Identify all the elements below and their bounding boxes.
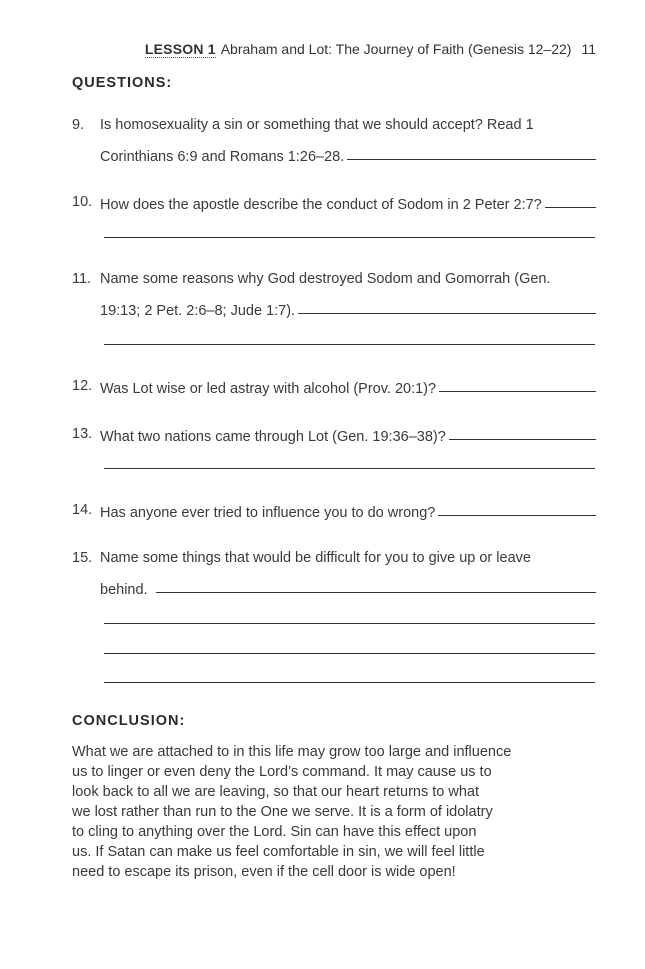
answer-blank[interactable] (439, 371, 596, 392)
answer-blank[interactable] (298, 293, 596, 314)
answer-line[interactable] (104, 237, 595, 238)
question-number: 11. (72, 271, 92, 287)
answer-blank[interactable] (347, 139, 596, 160)
conclusion-paragraph (72, 742, 572, 882)
answer-blank[interactable] (545, 187, 596, 208)
answer-line[interactable] (104, 623, 595, 624)
question-text: Name some reasons why God destroyed Sodom and Gomorrah (Gen. (100, 271, 551, 287)
conclusion-line: need to escape its prison, even if the cell door is wide open! (72, 864, 456, 880)
running-header (0, 41, 596, 57)
question-text: Was Lot wise or led astray with alcohol (Prov. 20:1)? (100, 381, 437, 397)
conclusion-line: look back to all we are leaving, so that our heart returns to what (72, 784, 480, 800)
question-text: Name some things that would be difficult for you to give up or leave (100, 550, 531, 566)
question-number: 14. (72, 502, 93, 518)
lesson-label: LESSON 1 (144, 41, 216, 57)
question-text: 19:13; 2 Pet. 2:6–8; Jude 1:7). (100, 303, 296, 319)
conclusion-line: we lost rather than run to the One we serve. It is a form of idolatry (72, 804, 493, 820)
conclusion-line: to cling to anything over the Lord. Sin can have this effect upon (72, 824, 477, 840)
question-text: How does the apostle describe the conduct of Sodom in 2 Peter 2:7? (100, 197, 542, 213)
answer-blank[interactable] (156, 572, 596, 593)
question-number: 12. (72, 378, 93, 394)
question-text: What two nations came through Lot (Gen. 19:36–38)? (100, 429, 446, 445)
questions-heading: QUESTIONS: (72, 75, 173, 91)
conclusion-line: us to linger or even deny the Lord’s command. It may cause us to (72, 764, 492, 780)
question-number: 10. (72, 194, 93, 210)
question-text: Has anyone ever tried to influence you to do wrong? (100, 505, 436, 521)
answer-line[interactable] (104, 653, 595, 654)
conclusion-line: us. If Satan can make us feel comfortable in sin, we will feel little (72, 844, 485, 860)
question-number: 15. (72, 550, 93, 566)
question-text: Corinthians 6:9 and Romans 1:26–28. (100, 149, 345, 165)
conclusion-heading: CONCLUSION: (72, 713, 186, 729)
question-text: behind. (100, 582, 148, 598)
question-number: 9. (72, 117, 85, 133)
answer-line[interactable] (104, 682, 595, 683)
answer-line[interactable] (104, 468, 595, 469)
lesson-title: Abraham and Lot: The Journey of Faith (Genesis 12–22) (220, 41, 572, 57)
question-number: 13. (72, 426, 93, 442)
question-text: Is homosexuality a sin or something that we should accept? Read 1 (100, 117, 534, 133)
conclusion-line: What we are attached to in this life may grow too large and influence (72, 744, 512, 760)
page-number: 11 (581, 41, 596, 57)
answer-blank[interactable] (438, 495, 596, 516)
answer-line[interactable] (104, 344, 595, 345)
answer-blank[interactable] (449, 419, 596, 440)
